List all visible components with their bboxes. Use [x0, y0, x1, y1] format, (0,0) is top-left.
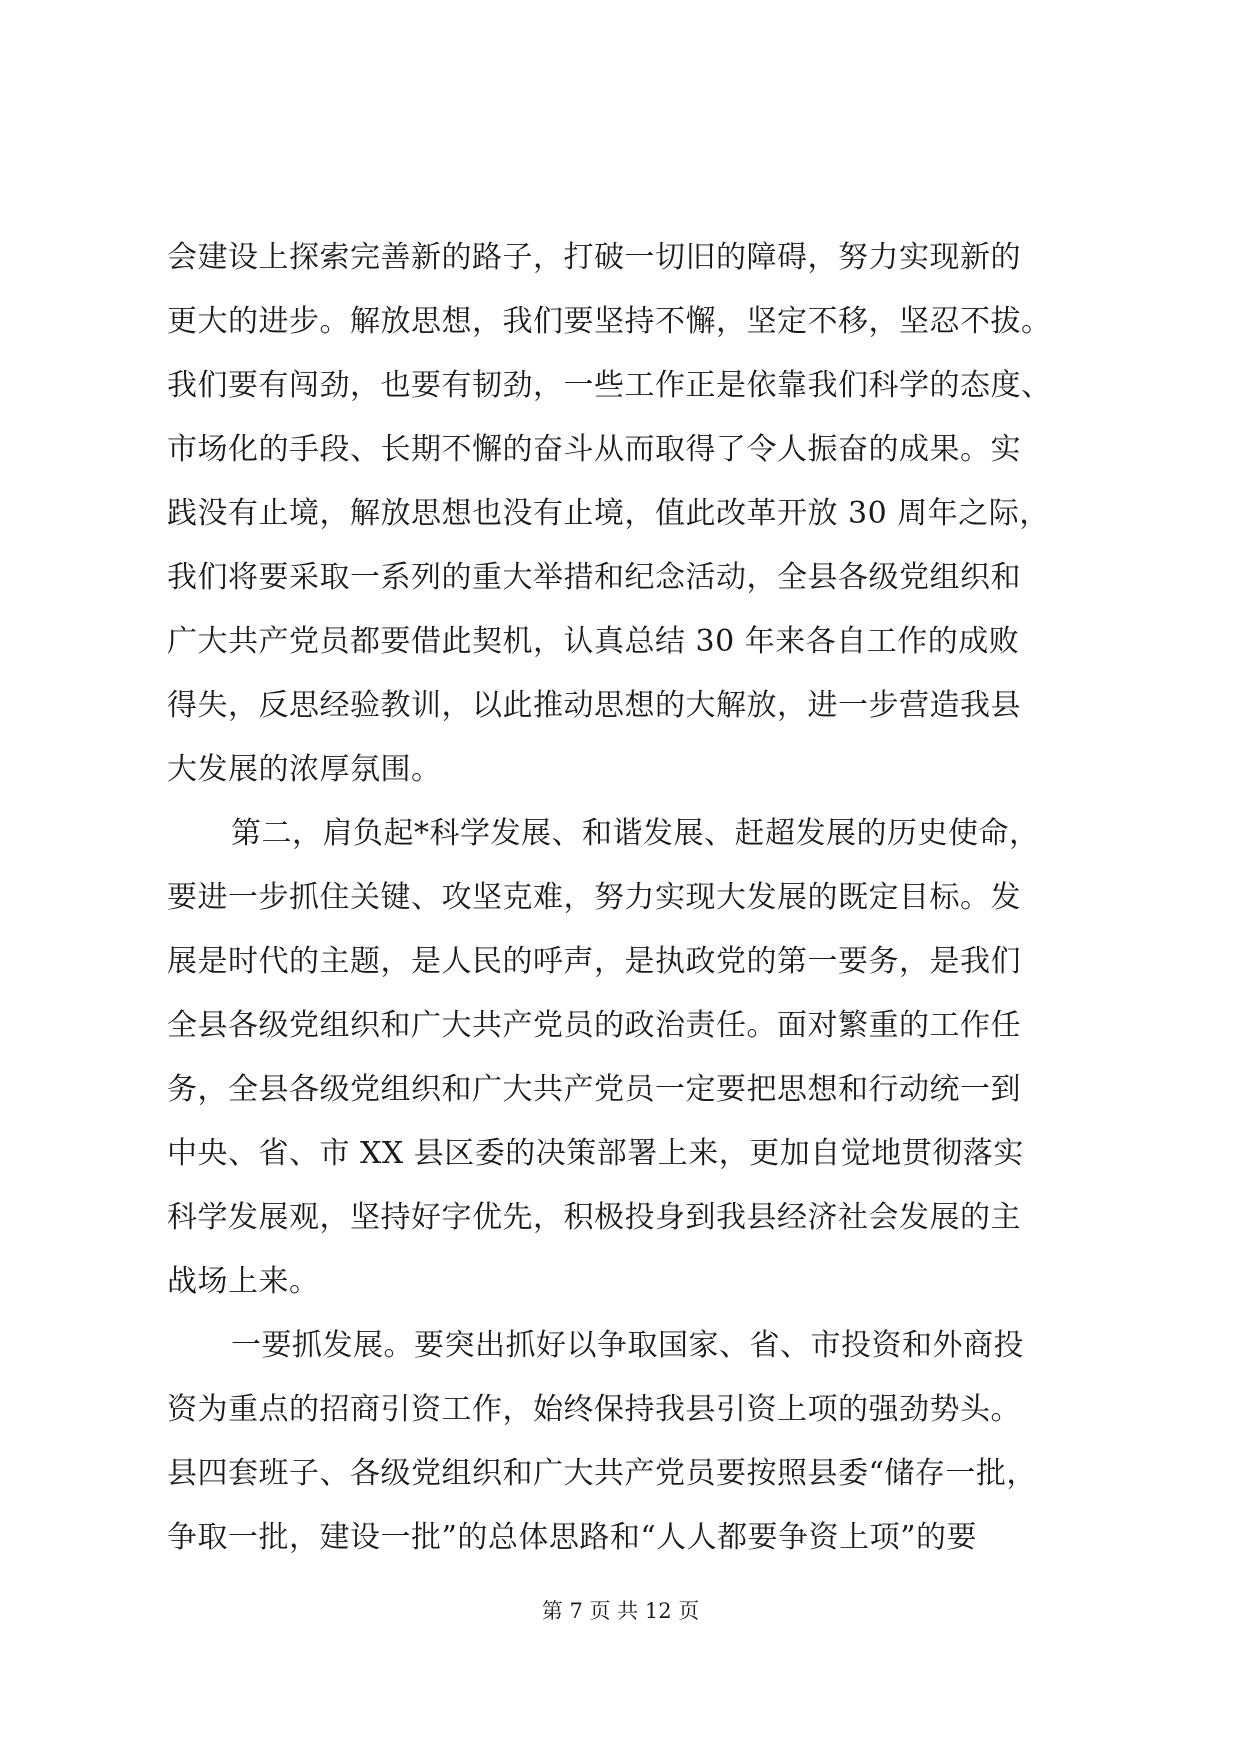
text-line: 市场化的手段、长期不懈的奋斗从而取得了令人振奋的成果。实: [167, 432, 1021, 467]
text-line: 县四套班子、各级党组织和广大共产党员要按照县委“储存一批，: [167, 1456, 1037, 1491]
text-line: 践没有止境，解放思想也没有止境，值此改革开放 30 周年之际，: [167, 496, 1050, 531]
text-line: 我们要有闯劲，也要有韧劲，一些工作正是依靠我们科学的态度、: [167, 368, 1052, 403]
page-footer: 第 7 页 共 12 页: [541, 1599, 700, 1623]
text-line: 我们将要采取一系列的重大举措和纪念活动，全县各级党组织和: [167, 560, 1021, 595]
text-line: 第二，肩负起*科学发展、和谐发展、赶超发展的历史使命，: [231, 816, 1040, 851]
text-line: 一要抓发展。要突出抓好以争取国家、省、市投资和外商投: [231, 1328, 1024, 1363]
text-line: 务，全县各级党组织和广大共产党员一定要把思想和行动统一到: [167, 1072, 1021, 1107]
text-line: 全县各级党组织和广大共产党员的政治责任。面对繁重的工作任: [167, 1008, 1021, 1043]
document-body: [167, 226, 1087, 1570]
text-line: 广大共产党员都要借此契机，认真总结 30 年来各自工作的成败: [167, 624, 1020, 659]
text-line: 得失，反思经验教训，以此推动思想的大解放，进一步营造我县: [167, 688, 1021, 723]
text-line: 更大的进步。解放思想，我们要坚持不懈，坚定不移，坚忍不拔。: [167, 304, 1052, 339]
text-line: 资为重点的招商引资工作，始终保持我县引资上项的强劲势头。: [167, 1392, 1021, 1427]
text-line: 大发展的浓厚氛围。: [167, 752, 442, 787]
text-line: 会建设上探索完善新的路子，打破一切旧的障碍，努力实现新的: [167, 240, 1021, 275]
text-line: 展是时代的主题，是人民的呼声，是执政党的第一要务，是我们: [167, 944, 1021, 979]
text-line: 战场上来。: [167, 1264, 320, 1299]
text-line: 中央、省、市 XX 县区委的决策部署上来，更加自觉地贯彻落实: [167, 1136, 1024, 1171]
text-line: 要进一步抓住关键、攻坚克难，努力实现大发展的既定目标。发: [167, 880, 1021, 915]
text-line: 科学发展观，坚持好字优先，积极投身到我县经济社会发展的主: [167, 1200, 1021, 1235]
text-line: 争取一批，建设一批”的总体思路和“人人都要争资上项”的要: [167, 1520, 978, 1555]
